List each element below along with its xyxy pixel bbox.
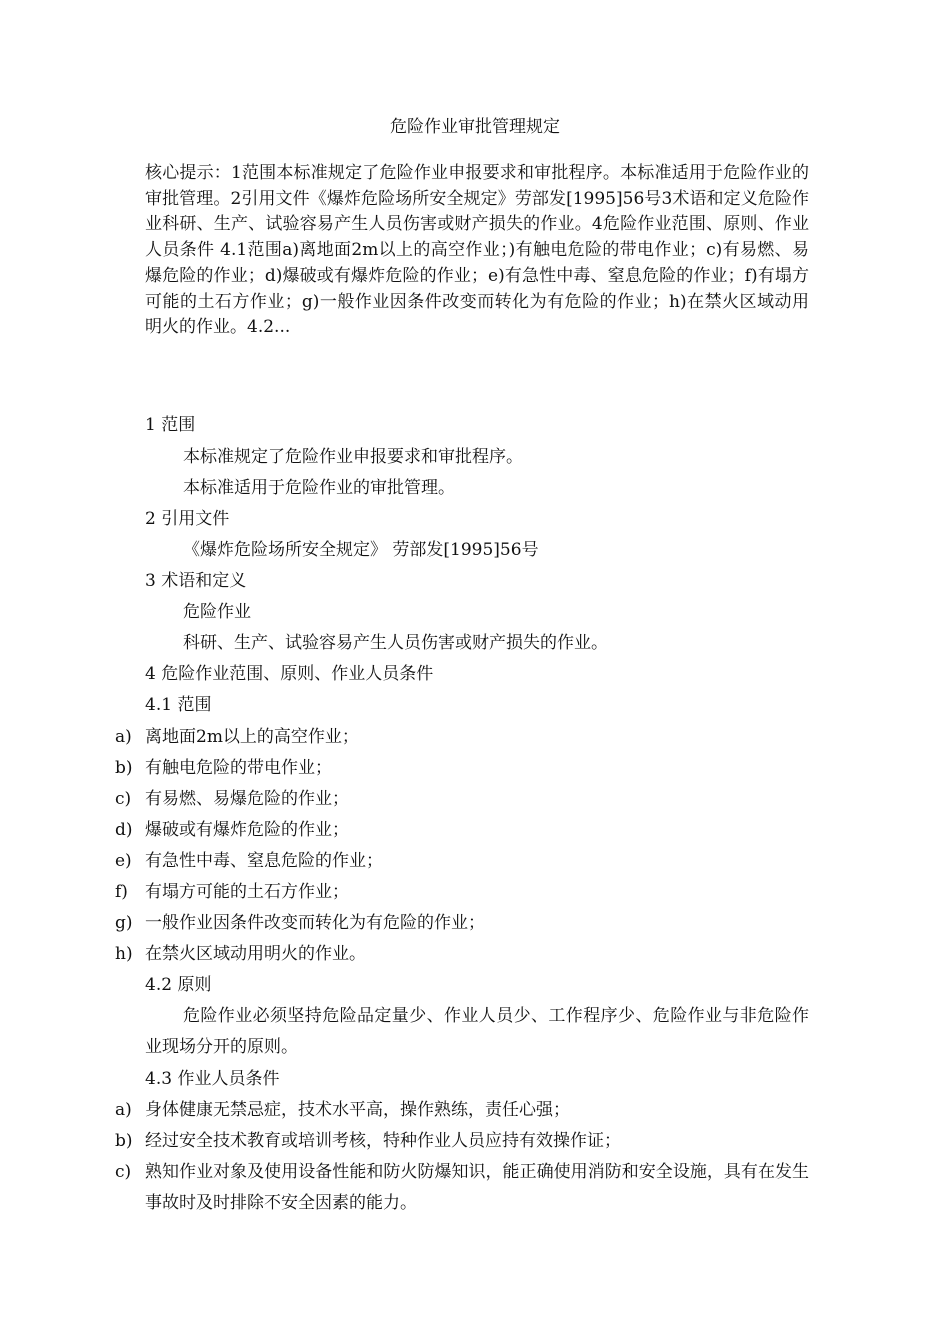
section-1-paragraph-2: 本标准适用于危险作业的审批管理。 <box>183 478 455 498</box>
list-item-text: 有塌方可能的土石方作业； <box>145 882 349 902</box>
list-item-label: a) <box>115 1100 132 1120</box>
list-item-label: c) <box>115 789 132 809</box>
list-item-label: f) <box>115 882 128 902</box>
section-1-heading: 1 范围 <box>145 415 196 435</box>
section-3-heading: 3 术语和定义 <box>145 571 247 591</box>
section-3-term: 危险作业 <box>183 602 251 622</box>
document-title: 危险作业审批管理规定 <box>390 117 560 137</box>
list-item-text: 爆破或有爆炸危险的作业； <box>145 820 349 840</box>
list-item-label: g) <box>115 913 133 933</box>
list-item-label: b) <box>115 1131 133 1151</box>
list-item-label: b) <box>115 758 133 778</box>
list-item-text: 在禁火区域动用明火的作业。 <box>145 944 366 964</box>
list-item-label: a) <box>115 727 132 747</box>
list-item-label: h) <box>115 944 133 964</box>
section-4-1-heading: 4.1 范围 <box>145 695 212 715</box>
list-item-text: 有触电危险的带电作业； <box>145 758 332 778</box>
list-item-text: 有易燃、易爆危险的作业； <box>145 789 349 809</box>
list-item-text: 一般作业因条件改变而转化为有危险的作业； <box>145 913 485 933</box>
section-2-paragraph-1: 《爆炸危险场所安全规定》 劳部发[1995]56号 <box>183 540 539 560</box>
list-item-label: c) <box>115 1162 132 1182</box>
section-4-heading: 4 危险作业范围、原则、作业人员条件 <box>145 664 434 684</box>
list-item-text: 经过安全技术教育或培训考核，特种作业人员应持有效操作证； <box>145 1131 621 1151</box>
section-4-2-paragraph: 危险作业必须坚持危险品定量少、作业人员少、工作程序少、危险作业与非危险作业现场分开的原则。 <box>145 1006 809 1057</box>
section-4-2-heading: 4.2 原则 <box>145 975 212 995</box>
list-item-text: 熟知作业对象及使用设备性能和防火防爆知识，能正确使用消防和安全设施，具有在发生事故时及时排除不安全因素的能力。 <box>145 1162 809 1213</box>
list-item-text: 身体健康无禁忌症，技术水平高，操作熟练，责任心强； <box>145 1100 570 1120</box>
section-2-heading: 2 引用文件 <box>145 509 230 529</box>
list-item-text: 离地面2m以上的高空作业； <box>145 727 359 747</box>
section-1-paragraph-1: 本标准规定了危险作业申报要求和审批程序。 <box>183 447 523 467</box>
section-4-3-heading: 4.3 作业人员条件 <box>145 1069 280 1089</box>
list-item-label: d) <box>115 820 133 840</box>
section-3-definition: 科研、生产、试验容易产生人员伤害或财产损失的作业。 <box>183 633 608 653</box>
list-item-text: 有急性中毒、窒息危险的作业； <box>145 851 383 871</box>
list-item-label: e) <box>115 851 132 871</box>
summary-paragraph: 核心提示：1范围本标准规定了危险作业申报要求和审批程序。本标准适用于危险作业的审批管理。2引用文件《爆炸危险场所安全规定》劳部发[1995]56号3术语和定义危险作业科研、生产、试验容易产生人员伤害或财产损失的作业。4危险作业范围、原则、作业人员条件 4.1范围a)离地面2m以上的高空作业；)有触电危险的带电作业；c)有易燃、易爆危险的作业；d)爆破或有爆炸危险的作业；e)有急性中毒、窒息危险的作业；f)有塌方可能的土石方作业；g)一般作业因条件改变而转化为有危险的作业；h)在禁火区域动用明火的作业。4.2... <box>145 163 809 338</box>
